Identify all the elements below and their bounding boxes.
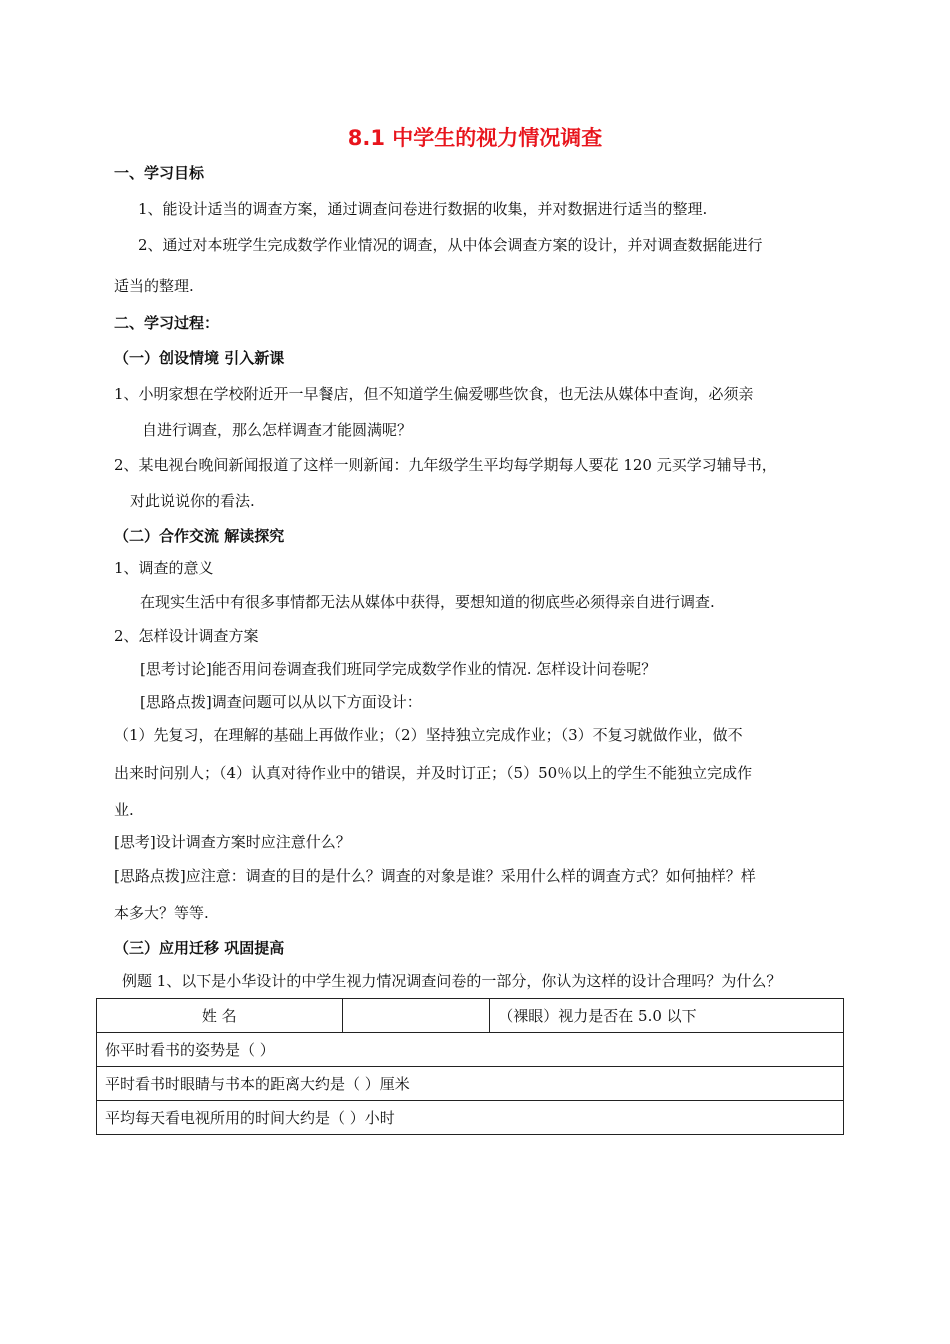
table-row [97, 1067, 844, 1101]
subsection-meaning: 1、调查的意义 [114, 559, 214, 577]
distance-question: 平时看书时眼睛与书本的距离大约是（ ）厘米 [97, 1067, 844, 1101]
example-1: 例题 1、以下是小华设计的中学生视力情况调查问卷的一部分，你认为这样的设计合理吗？为什么？ [122, 972, 782, 990]
survey-table [96, 998, 844, 1135]
goal-2-line-2: 适当的整理. [114, 277, 194, 295]
name-label: 姓 名 [97, 999, 343, 1033]
question-1-line-1: 1、小明家想在学校附近开一早餐店，但不知道学生偏爱哪些饮食，也无法从媒体中查询，必须亲 [114, 385, 754, 403]
think-notes: [思考]设计调查方案时应注意什么？ [114, 833, 351, 851]
options-line-3: 业. [114, 801, 134, 819]
table-row [97, 1033, 844, 1067]
table-row [97, 999, 844, 1033]
hint-notes-line-1: [思路点拨]应注意：调查的目的是什么？调查的对象是谁？采用什么样的调查方式？如何抽样？样 [114, 867, 756, 885]
options-line-2: 出来时问别人；（4）认真对待作业中的错误，并及时订正；（5）50％以上的学生不能独立完成作 [114, 764, 753, 782]
page-title: 8.1 中学生的视力情况调查 [347, 126, 603, 150]
table-row [97, 1101, 844, 1135]
meaning-text: 在现实生活中有很多事情都无法从媒体中获得，要想知道的彻底些必须得亲自进行调查. [140, 593, 715, 611]
options-line-1: （1）先复习，在理解的基础上再做作业；（2）坚持独立完成作业；（3）不复习就做作业，做不 [114, 726, 743, 744]
posture-question: 你平时看书的姿势是（ ） [97, 1033, 844, 1067]
question-1-line-2: 自进行调查，那么怎样调查才能圆满呢？ [142, 421, 413, 439]
part-2-heading: （二）合作交流 解读探究 [114, 527, 285, 545]
goal-2-line-1: 2、通过对本班学生完成数学作业情况的调查，从中体会调查方案的设计，并对调查数据能进行 [138, 236, 763, 254]
name-value [342, 999, 490, 1033]
part-1-heading: （一）创设情境 引入新课 [114, 349, 285, 367]
hint-design: [思路点拨]调查问题可以从以下方面设计： [140, 693, 422, 711]
subsection-design: 2、怎样设计调查方案 [114, 627, 259, 645]
think-discuss: [思考讨论]能否用问卷调查我们班同学完成数学作业的情况. 怎样设计问卷呢？ [140, 660, 657, 678]
question-2-line-2: 对此说说你的看法. [130, 492, 255, 510]
question-2-line-1: 2、某电视台晚间新闻报道了这样一则新闻：九年级学生平均每学期每人要花 120 元买学习辅导书， [114, 456, 777, 474]
tv-time-question: 平均每天看电视所用的时间大约是（ ）小时 [97, 1101, 844, 1135]
vision-question: （裸眼）视力是否在 5.0 以下 [490, 999, 844, 1033]
section-heading-process: 二、学习过程： [114, 314, 220, 332]
section-heading-goals: 一、学习目标 [114, 164, 205, 182]
hint-notes-line-2: 本多大？等等. [114, 904, 209, 922]
part-3-heading: （三）应用迁移 巩固提高 [114, 939, 285, 957]
goal-1: 1、能设计适当的调查方案，通过调查问卷进行数据的收集，并对数据进行适当的整理. [138, 200, 708, 218]
